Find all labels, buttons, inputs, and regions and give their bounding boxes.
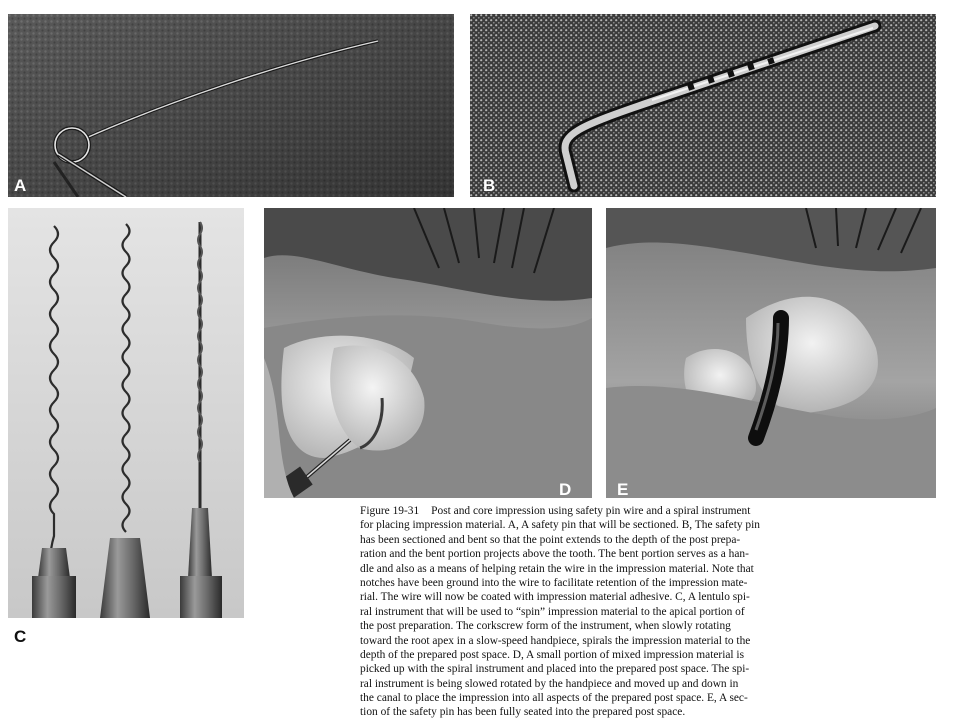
caption-line: rial. The wire will now be coated with impression material adhesive. C, A lentulo spi- <box>360 591 750 604</box>
caption-line: picked up with the spiral instrument and placed into the prepared post space. The spi- <box>360 663 750 676</box>
caption-line: ration and the bent portion projects above the tooth. The bent portion serves as a han- <box>360 548 749 561</box>
photo-panel-d <box>264 208 592 498</box>
caption-line: depth of the prepared post space. D, A small portion of mixed impression material is <box>360 648 745 661</box>
panel-label-a: A <box>14 176 27 195</box>
caption-line: the canal to place the impression into all aspects of the prepared post space. E, A sec- <box>360 692 748 705</box>
panel-label-b: B <box>483 176 496 195</box>
panel-label-e: E <box>617 480 629 499</box>
caption-line: ral instrument that will be used to “spin” impression material to the apical portion of <box>360 605 745 618</box>
caption-line: ral instrument is being slowed rotated by the handpiece and moved up and down in <box>360 677 739 690</box>
caption-line: notches have been ground into the wire to facilitate retention of the impression mate- <box>360 576 748 589</box>
panel-label-d: D <box>559 480 572 499</box>
figure-number: Figure 19-31 <box>360 505 420 517</box>
panel-label-c: C <box>14 627 27 646</box>
photo-panel-c <box>8 208 244 618</box>
caption-line: for placing impression material. A, A safety pin that will be sectioned. B, The safety pin <box>360 519 760 532</box>
caption-line: has been sectioned and bent so that the point extends to the depth of the post prepa- <box>360 533 741 546</box>
caption-line: toward the root apex in a slow-speed handpiece, spirals the impression material to the <box>360 634 751 647</box>
caption-text: Post and core impression using safety pin wire and a spiral instrument <box>431 505 751 517</box>
photo-panel-b <box>470 14 936 197</box>
caption-line: dle and also as a means of helping retain the wire in the impression material. Note that <box>360 562 754 575</box>
caption-line: tion of the safety pin has been fully seated into the prepared post space. <box>360 706 686 719</box>
photo-panel-e <box>606 208 936 498</box>
photo-panel-a <box>8 14 454 197</box>
caption-line: the post preparation. The corkscrew form of the instrument, when slowly rotating <box>360 620 731 633</box>
caption-line <box>360 504 938 518</box>
figure-caption <box>360 504 938 720</box>
